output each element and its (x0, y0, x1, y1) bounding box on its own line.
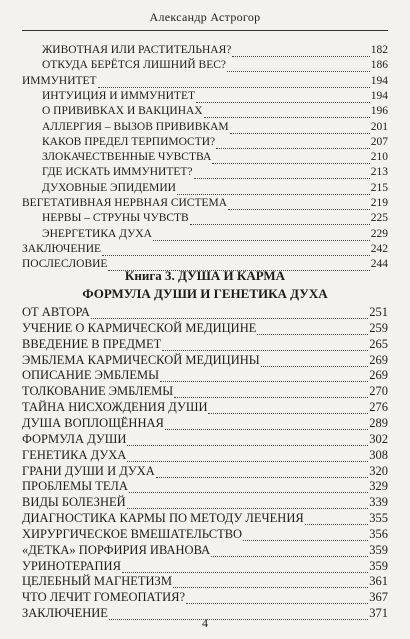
dot-leader (194, 167, 370, 179)
toc-entry-title: ОПИСАНИЕ ЭМБЛЕМЫ (22, 368, 159, 383)
dot-leader (190, 213, 370, 225)
dot-leader (186, 592, 368, 604)
toc-entry-page: 182 (370, 44, 388, 56)
toc-entry-title: ОТКУДА БЕРЁТСЯ ЛИШНИЙ ВЕС? (42, 59, 227, 72)
dot-leader (227, 60, 370, 72)
book-title: Книга 3. ДУША И КАРМА (124, 268, 286, 283)
toc-entry-page: 194 (370, 89, 388, 102)
toc-entry-title: ЗАКЛЮЧЕНИЕ (22, 242, 102, 255)
toc-entry-page: 194 (370, 74, 388, 87)
dot-leader (174, 386, 368, 398)
dot-leader (243, 529, 368, 541)
toc-entry-page: 276 (369, 400, 388, 415)
header-divider (22, 30, 388, 31)
toc-entry (22, 526, 388, 541)
toc-entry-title: ВВЕДЕНИЕ В ПРЕДМЕТ (22, 336, 162, 351)
dot-leader (232, 45, 369, 57)
toc-entry (22, 415, 388, 430)
dot-leader (162, 339, 368, 351)
toc-entry (42, 88, 388, 103)
toc-entry-title: ОТ АВТОРА (22, 305, 90, 319)
toc-entry-title: ГЕНЕТИКА ДУХА (22, 447, 127, 462)
dot-leader (127, 450, 368, 462)
toc-entry-page: 355 (369, 511, 388, 526)
dot-leader (173, 576, 368, 588)
toc-entry-page: 269 (369, 368, 388, 383)
toc-entry-page: 308 (369, 447, 388, 462)
toc-entry (22, 447, 388, 462)
toc-entry (22, 573, 388, 588)
toc-entry-title: ГРАНИ ДУШИ И ДУХА (22, 463, 155, 478)
toc-entry (22, 73, 388, 88)
toc-entry (42, 210, 388, 225)
dot-leader (91, 307, 368, 319)
toc-entry-title: ИНТУИЦИЯ И ИММУНИТЕТ (42, 89, 195, 102)
toc-entry-page: 207 (370, 135, 388, 148)
toc-entry-page: 367 (369, 590, 388, 605)
toc-entry-page: 215 (370, 181, 388, 194)
toc-entry-page: 302 (369, 431, 388, 446)
toc-entry-title: ФОРМУЛА ДУШИ (22, 431, 127, 446)
toc-entry-title: ЖИВОТНАЯ ИЛИ РАСТИТЕЛЬНАЯ? (42, 44, 232, 56)
dot-leader (127, 497, 369, 509)
toc-entry-page: 339 (369, 495, 388, 510)
toc-entry-title: ЗЛОКАЧЕСТВЕННЫЕ ЧУВСТВА (42, 151, 212, 164)
toc-entry-page: 196 (370, 105, 388, 118)
dot-leader (127, 434, 368, 446)
toc-entry-page: 289 (369, 415, 388, 430)
page-number: 4 (202, 616, 208, 630)
toc-entry (22, 320, 388, 335)
toc-entry-title: ПРОБЛЕМЫ ТЕЛА (22, 479, 128, 494)
dot-leader (228, 198, 370, 210)
dot-leader (98, 76, 370, 88)
toc-entry (22, 367, 388, 382)
dot-leader (261, 355, 369, 367)
toc-entry-title: ПОСЛЕСЛОВИЕ (22, 258, 108, 271)
toc-entry-page: 359 (369, 558, 388, 573)
toc-entry-title: УРИНОТЕРАПИЯ (22, 558, 121, 573)
toc-entry (22, 304, 388, 319)
dot-leader (129, 481, 368, 493)
toc-entry (42, 134, 388, 149)
toc-entry-title: КАКОВ ПРЕДЕЛ ТЕРПИМОСТИ? (42, 135, 216, 148)
dot-leader (102, 244, 370, 256)
dot-leader (208, 402, 368, 414)
toc-entry-title: ГДЕ ИСКАТЬ ИММУНИТЕТ? (42, 166, 193, 179)
toc-entry (22, 558, 388, 573)
toc-entry-title: ИММУНИТЕТ (22, 74, 97, 87)
toc-entry (42, 57, 388, 72)
toc-entry-page: 320 (369, 463, 388, 478)
toc-entry (22, 399, 388, 414)
toc-entry (22, 494, 388, 509)
toc-entry (42, 180, 388, 195)
dot-leader (156, 466, 368, 478)
toc-entry (22, 383, 388, 398)
toc-entry-page: 210 (370, 151, 388, 164)
toc-entry-title: ВИДЫ БОЛЕЗНЕЙ (22, 495, 126, 510)
toc-entry-page: 356 (369, 526, 388, 541)
toc-entry (22, 478, 388, 493)
toc-entry-title: ЗАКЛЮЧЕНИЕ (22, 606, 108, 621)
toc-entry (22, 510, 388, 525)
toc-entry (22, 589, 388, 604)
toc-entry (42, 119, 388, 134)
toc-entry (42, 42, 388, 57)
toc-entry-title: АЛЛЕРГИЯ – ВЫЗОВ ПРИВИВКАМ (42, 120, 229, 133)
toc-entry-title: ЦЕЛЕБНЫЙ МАГНЕТИЗМ (22, 574, 172, 589)
toc-entry-title: О ПРИВИВКАХ И ВАКЦИНАХ (42, 105, 203, 118)
toc-entry-page: 361 (369, 574, 388, 589)
dot-leader (305, 513, 369, 525)
dot-leader (204, 106, 370, 118)
toc-entry (42, 149, 388, 164)
toc-entry-page: 244 (370, 258, 388, 271)
toc-entry-title: ЭНЕРГЕТИКА ДУХА (42, 227, 152, 240)
toc-entry-page: 242 (370, 242, 388, 255)
toc-entry-title: ДУША ВОПЛОЩЁННАЯ (22, 415, 164, 430)
toc-entry (42, 103, 388, 118)
toc-entry-page: 251 (369, 305, 388, 319)
toc-entry-page: 213 (370, 166, 388, 179)
toc-entry (42, 164, 388, 179)
toc-entry-title: ВЕГЕТАТИВНАЯ НЕРВНАЯ СИСТЕМА (22, 197, 228, 209)
toc-entry (22, 463, 388, 478)
dot-leader (212, 152, 370, 164)
toc-entry-title: ДИАГНОСТИКА КАРМЫ ПО МЕТОДУ ЛЕЧЕНИЯ (22, 511, 304, 526)
toc-entry-page: 186 (370, 59, 388, 72)
dot-leader (196, 91, 370, 103)
dot-leader (165, 418, 368, 430)
toc-entry (22, 336, 388, 351)
toc-entry-page: 265 (369, 336, 388, 351)
toc-entry (42, 226, 388, 241)
toc-entry-page: 329 (369, 479, 388, 494)
dot-leader (160, 370, 368, 382)
dot-leader (153, 229, 370, 241)
toc-entry-page: 371 (369, 606, 388, 621)
dot-leader (257, 323, 368, 335)
toc-entry-page: 201 (370, 120, 388, 133)
toc-entry (22, 431, 388, 446)
toc-entry-page: 229 (370, 227, 388, 240)
book-subtitle: ФОРМУЛА ДУШИ И ГЕНЕТИКА ДУХА (82, 286, 328, 301)
toc-entry-title: «ДЕТКА» ПОРФИРИЯ ИВАНОВА (22, 542, 211, 557)
toc-entry-page: 359 (369, 542, 388, 557)
toc-entry-page: 225 (370, 212, 388, 225)
toc-entry-page: 219 (370, 197, 388, 209)
toc-entry-title: ХИРУРГИЧЕСКОЕ ВМЕШАТЕЛЬСТВО (22, 526, 243, 541)
toc-entry-title: ТАЙНА НИСХОЖДЕНИЯ ДУШИ (22, 400, 208, 415)
dot-leader (177, 183, 370, 195)
toc-entry (22, 542, 388, 557)
toc-entry-page: 270 (369, 384, 388, 399)
dot-leader (122, 561, 368, 573)
running-header: Александр Астрогор (149, 10, 261, 24)
toc-entry-page: 259 (369, 320, 388, 335)
dot-leader (216, 137, 370, 149)
toc-entry (22, 241, 388, 256)
toc-entry-title: ЧТО ЛЕЧИТ ГОМЕОПАТИЯ? (22, 590, 185, 605)
toc-entry-title: ТОЛКОВАНИЕ ЭМБЛЕМЫ (22, 384, 174, 399)
toc-entry-page: 269 (369, 352, 388, 367)
toc-entry-title: ЭМБЛЕМА КАРМИЧЕСКОЙ МЕДИЦИНЫ (22, 352, 260, 367)
toc-entry-title: УЧЕНИЕ О КАРМИЧЕСКОЙ МЕДИЦИНЕ (22, 320, 257, 335)
dot-leader (230, 122, 370, 134)
dot-leader (211, 545, 368, 557)
toc-entry-title: ДУХОВНЫЕ ЭПИДЕМИИ (42, 181, 176, 194)
toc-entry (22, 195, 388, 210)
toc-entry-title: НЕРВЫ – СТРУНЫ ЧУВСТВ (42, 212, 189, 225)
toc-entry (22, 352, 388, 367)
